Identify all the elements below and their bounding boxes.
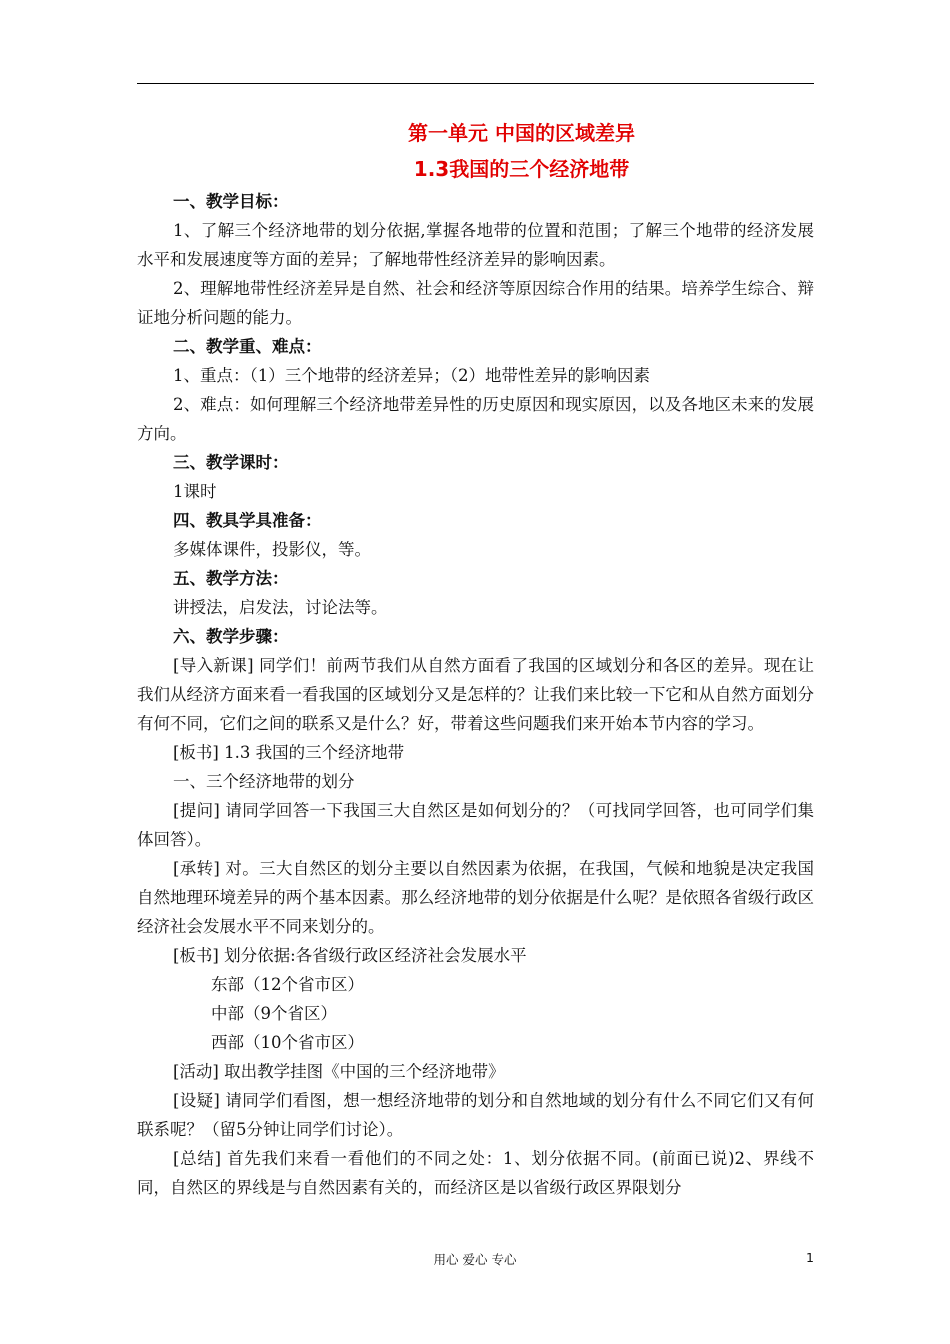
step-transition: [承转] 对。三大自然区的划分主要以自然因素为依据，在我国，气候和地貌是决定我国自然地理环境差异的两个基本因素。那么经济地带的划分依据是什么呢？是依照各省级行政区经济社会发展水平不同来划分的。 bbox=[137, 859, 814, 936]
footer-slogan: 用心 爱心 专心 bbox=[433, 1252, 517, 1267]
step-intro: [导入新课] 同学们！前两节我们从自然方面看了我国的区域划分和各区的差异。现在让我们从经济方面来看一看我国的区域划分又是怎样的？让我们来比较一下它和从自然方面划分有何不同，它们之间的联系又是什么？好，带着这些问题我们来开始本节内容的学习。 bbox=[137, 656, 814, 733]
header-rule bbox=[137, 83, 814, 84]
region-west: 西部（10个省市区） bbox=[211, 1033, 364, 1052]
step-activity: [活动] 取出教学挂图《中国的三个经济地带》 bbox=[173, 1062, 505, 1081]
heading-tools: 四、教具学具准备： bbox=[173, 511, 322, 530]
hours-text: 1课时 bbox=[173, 482, 217, 501]
objective-2: 2、理解地带性经济差异是自然、社会和经济等原因综合作用的结果。培养学生综合、辩证地分析问题的能力。 bbox=[137, 279, 814, 327]
region-central: 中部（9个省区） bbox=[211, 1004, 337, 1023]
tools-text: 多媒体课件，投影仪，等。 bbox=[173, 540, 371, 559]
methods-text: 讲授法，启发法，讨论法等。 bbox=[173, 598, 388, 617]
step-section-title: 一、三个经济地带的划分 bbox=[173, 772, 355, 791]
step-board-basis: [板书] 划分依据:各省级行政区经济社会发展水平 bbox=[173, 946, 527, 965]
step-question: [提问] 请同学回答一下我国三大自然区是如何划分的？（可找同学回答，也可同学们集体回答）。 bbox=[137, 801, 814, 849]
step-board-title: [板书] 1.3 我国的三个经济地带 bbox=[173, 743, 405, 762]
heading-key-points: 二、教学重、难点： bbox=[173, 337, 322, 356]
region-east: 东部（12个省市区） bbox=[211, 975, 364, 994]
step-doubt: [设疑] 请同学们看图，想一想经济地带的划分和自然地域的划分有什么不同它们又有何联系呢？（留5分钟让同学们讨论）。 bbox=[137, 1091, 814, 1139]
objective-1: 1、了解三个经济地带的划分依据,掌握各地带的位置和范围；了解三个地带的经济发展水平和发展速度等方面的差异；了解地带性经济差异的影响因素。 bbox=[137, 221, 814, 269]
document-body bbox=[137, 115, 814, 1202]
page-footer bbox=[0, 1250, 950, 1270]
heading-steps: 六、教学步骤： bbox=[173, 627, 289, 646]
step-summary: [总结] 首先我们来看一看他们的不同之处：1、划分依据不同。(前面已说)2、界线不同，自然区的界线是与自然因素有关的，而经济区是以省级行政区界限划分 bbox=[137, 1149, 814, 1197]
heading-methods: 五、教学方法： bbox=[173, 569, 289, 588]
heading-hours: 三、教学课时： bbox=[173, 453, 289, 472]
heading-objectives: 一、教学目标： bbox=[173, 192, 289, 211]
lesson-title: 1.3我国的三个经济地带 bbox=[413, 157, 630, 181]
key-point-2: 2、难点：如何理解三个经济地带差异性的历史原因和现实原因，以及各地区未来的发展方向。 bbox=[137, 395, 814, 443]
key-point-1: 1、重点：（1）三个地带的经济差异；（2）地带性差异的影响因素 bbox=[173, 366, 650, 385]
unit-title: 第一单元 中国的区域差异 bbox=[408, 121, 635, 145]
page-number: 1 bbox=[806, 1250, 814, 1265]
